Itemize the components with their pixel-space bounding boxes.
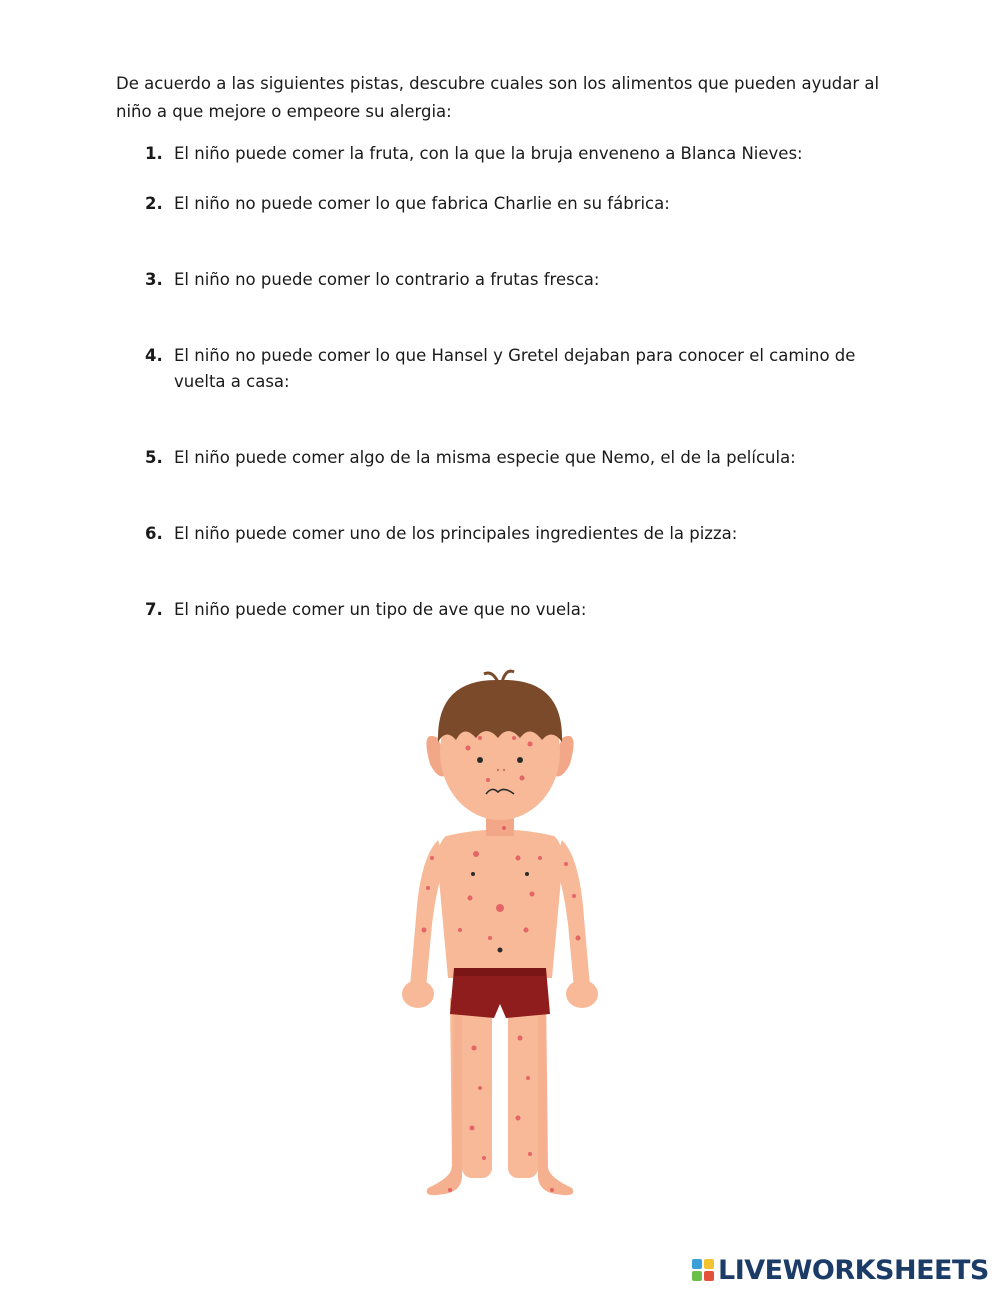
clue-text: El niño puede comer algo de la misma especie que Nemo, el de la película:	[174, 448, 796, 467]
clue-item-5	[145, 445, 865, 471]
clue-text: El niño puede comer uno de los principales ingredientes de la pizza:	[174, 524, 738, 543]
clue-item-3	[145, 267, 865, 293]
clue-number: 7.	[145, 600, 163, 619]
clue-number: 1.	[145, 144, 163, 163]
clue-number: 5.	[145, 448, 163, 467]
liveworksheets-logo[interactable]	[692, 1255, 989, 1285]
clue-number: 3.	[145, 270, 163, 289]
clue-item-1	[145, 141, 865, 167]
clue-text: El niño no puede comer lo que fabrica Charlie en su fábrica:	[174, 194, 670, 213]
clue-item-7	[145, 597, 865, 623]
clue-item-6	[145, 521, 865, 547]
clue-number: 4.	[145, 346, 163, 365]
clue-text: El niño puede comer la fruta, con la que la bruja enveneno a Blanca Nieves:	[174, 144, 803, 163]
instructions-text: De acuerdo a las siguientes pistas, descubre cuales son los alimentos que pueden ayudar al niño a que mejore o empeore su alergia:	[116, 74, 880, 121]
clue-item-2	[145, 191, 865, 217]
clue-text: El niño no puede comer lo que Hansel y Gretel dejaban para conocer el camino de vuelta a casa:	[174, 346, 856, 391]
logo-text: LIVEWORKSHEETS	[718, 1254, 989, 1286]
boy-with-rash-illustration	[380, 668, 620, 1208]
clue-text: El niño no puede comer lo contrario a frutas fresca:	[174, 270, 600, 289]
clue-number: 2.	[145, 194, 163, 213]
clue-text: El niño puede comer un tipo de ave que no vuela:	[174, 600, 587, 619]
liveworksheets-logo-icon	[692, 1259, 714, 1281]
clue-item-4	[145, 343, 865, 395]
clue-number: 6.	[145, 524, 163, 543]
